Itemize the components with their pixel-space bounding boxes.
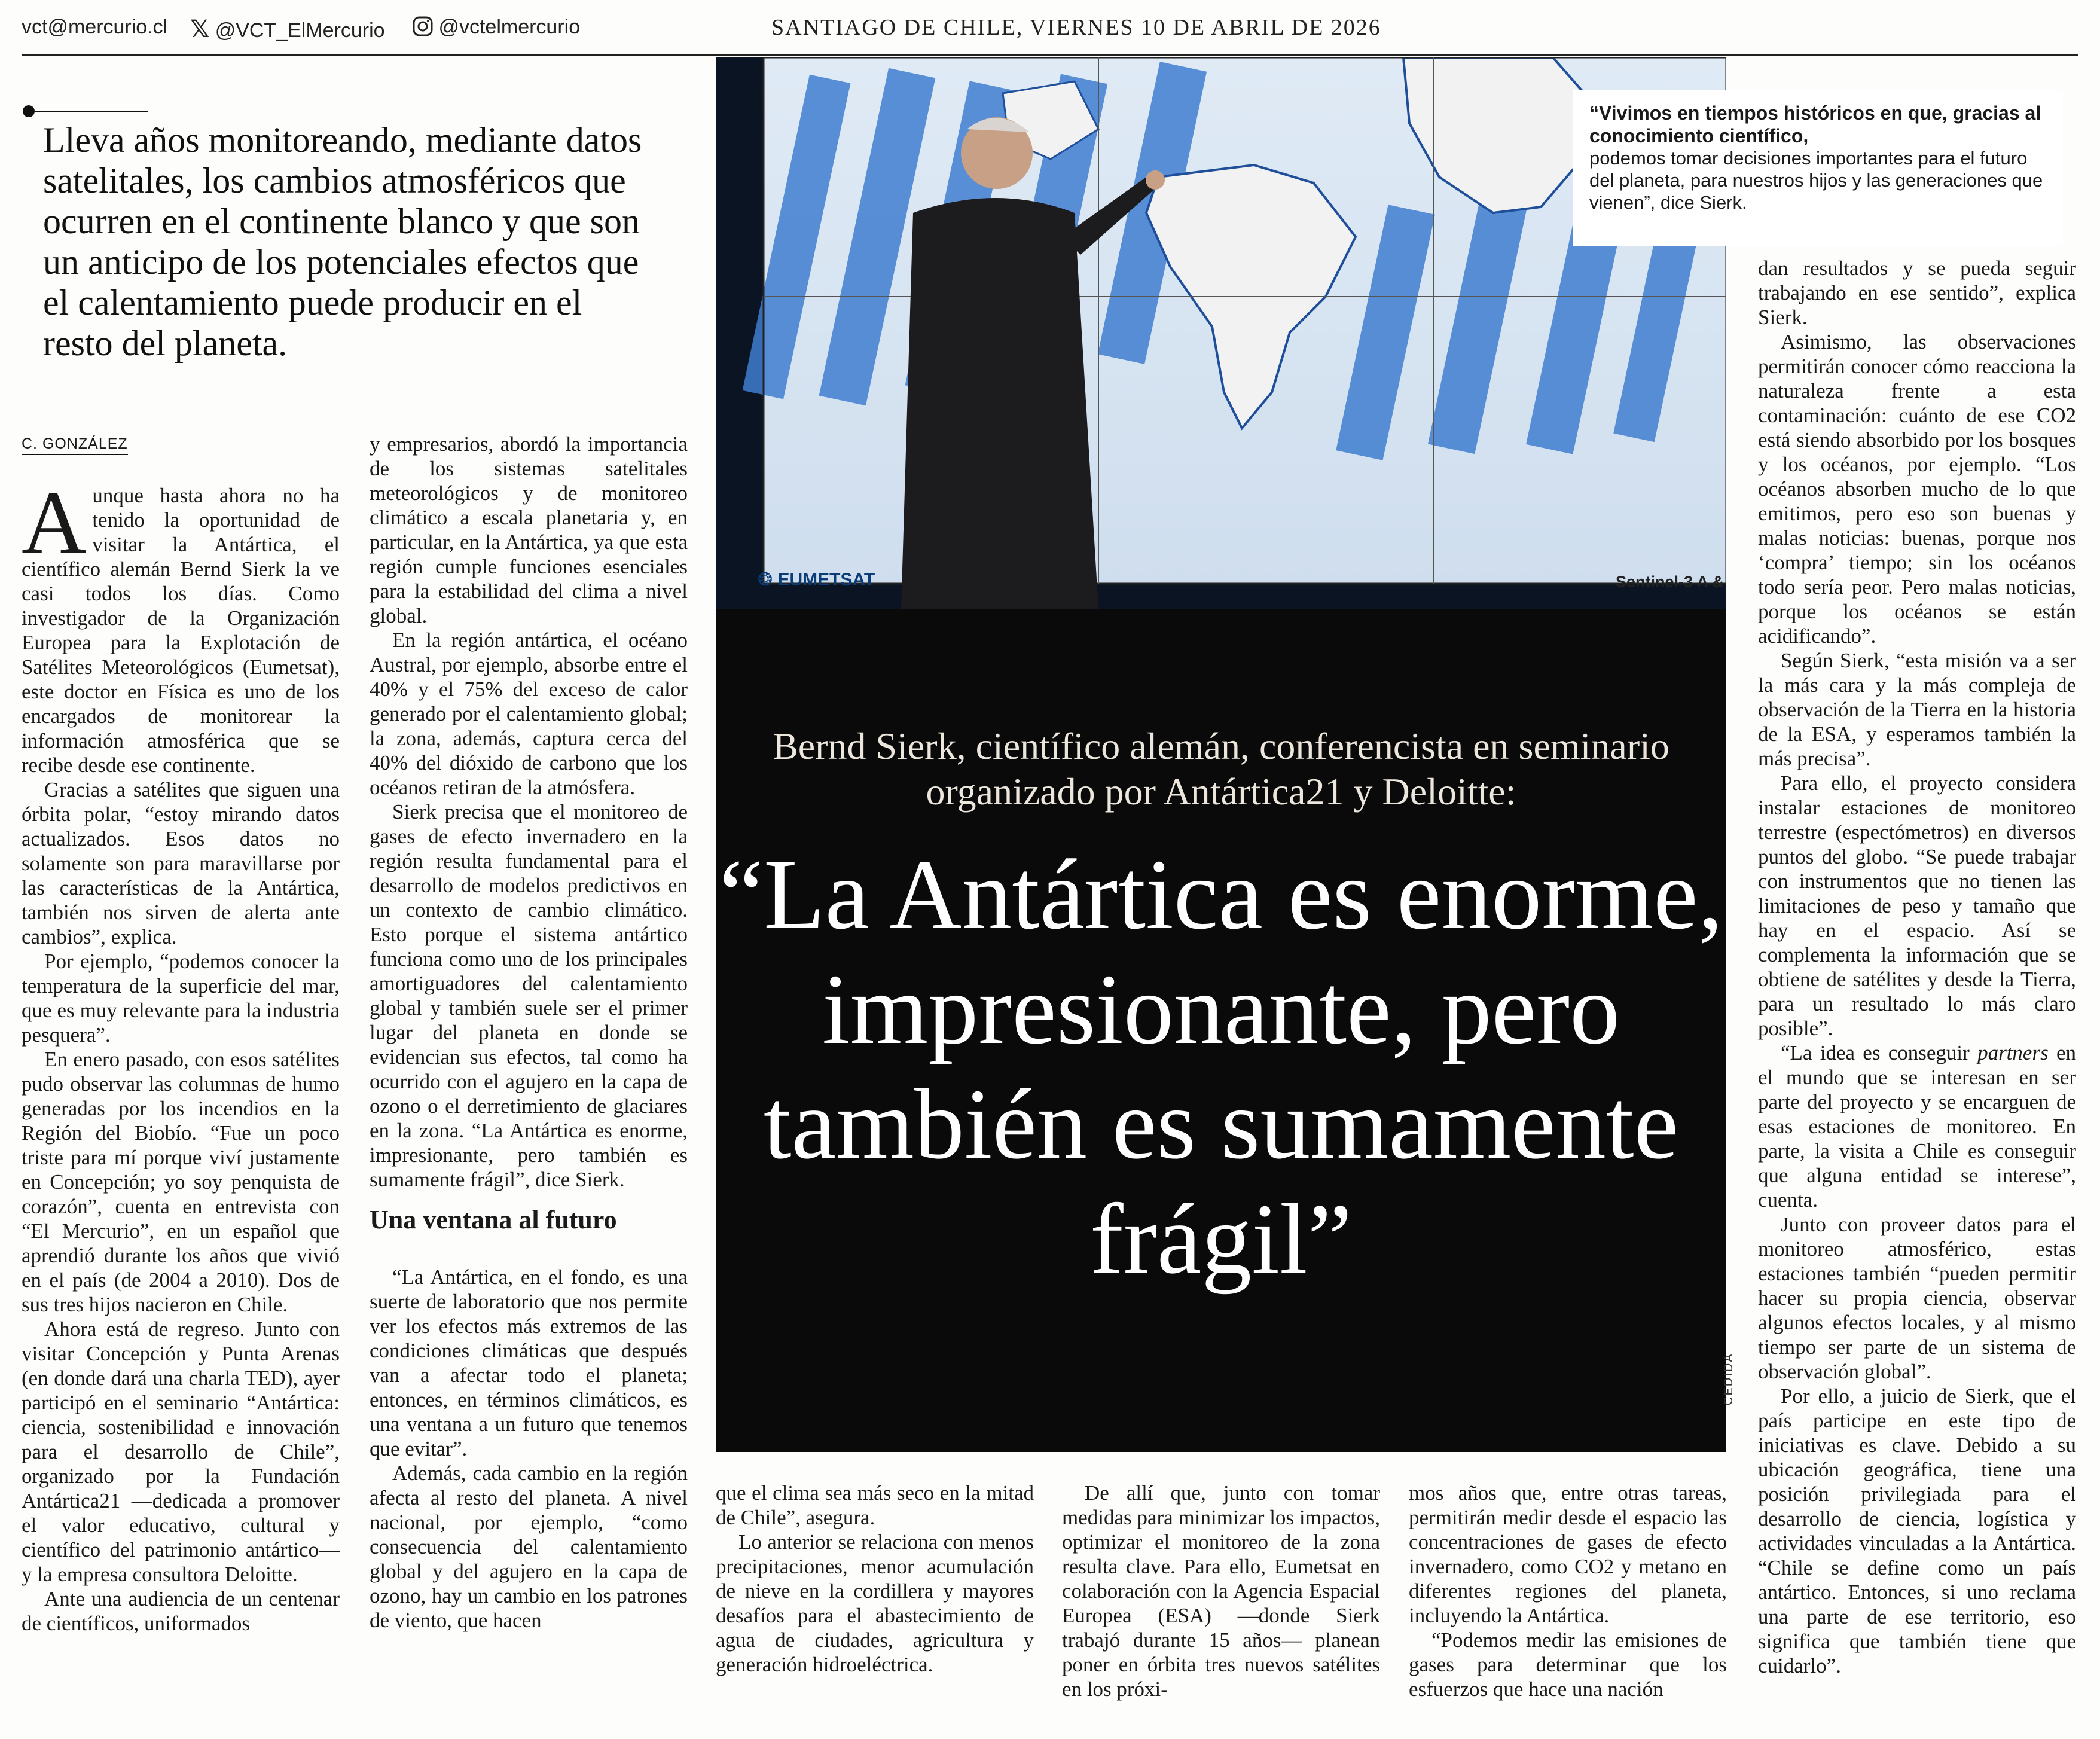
article-paragraph: Junto con proveer datos para el monitoreo atmosférico, estas estaciones también “pueden permitir hacer su propia ciencia, observar algunos efectos locales, y al mismo tiempo ser parte de un sistema de observación global”. [1758, 1213, 2076, 1383]
map-label: Sentinel-3 A & [1616, 573, 1724, 591]
article-column-3 [716, 1481, 1034, 1677]
article-column-4 [1062, 1481, 1380, 1701]
drop-cap: A [22, 473, 87, 572]
article-paragraph: Por ello, a juicio de Sierk, que el país participe en este tipo de iniciativas es clave. Debido a su ubicación geográfica, tiene una posición privilegiada para el desarrollo de ciencia, logística y actividades vinculadas a la Antártica. “Chile se define como un país antártico. Entonces, si uno reclama una parte de ese territorio, eso significa que también tiene que cuidarlo”. [1758, 1384, 2076, 1677]
article-paragraph: En la región antártica, el océano Austral, por ejemplo, absorbe entre el 40% y el 75% del exceso de calor generado por el calentamiento global; la zona, además, captura cerca del 40% del dióxido de carbono que los océanos retiran de la atmósfera. [370, 629, 688, 799]
article-paragraph: En enero pasado, con esos satélites pudo observar las columnas de humo generadas por los incendios en la Región del Biobío. “Fue un poco triste para mí porque viví justamente en Concepción; yo soy penquista de corazón”, cuenta en entrevista con “El Mercurio”, en un español que aprendió durante los años que vivió en el país (de 2004 a 2010). Dos de sus tres hijos nacieron en Chile. [22, 1048, 340, 1316]
article-column-2 [370, 432, 688, 1633]
x-handle-text: @VCT_ElMercurio [215, 19, 385, 42]
article-paragraph: Para ello, el proyecto considera instalar estaciones de monitoreo terrestre (espectómetros) en diversos puntos del globo. “Se puede trabajar con instrumentos que no tienen las limitaciones de peso y tamaño que hay en el espacio. Así se complementa la información que se obtiene de satélites y desde la Tierra, para un resultado lo más claro posible”. [1758, 771, 2076, 1040]
x-logo-icon: 𝕏 [190, 16, 210, 42]
article-paragraph: Ahora está de regreso. Junto con visitar Concepción y Punta Arenas (en donde dará una charla TED), ayer participó en el seminario “Antártica: ciencia, sostenibilidad e innovación para el desarrollo de Chile”, organizado por la Fundación Antártica21 —dedicada a promover el valor educativo, cultural y científico del patrimonio antártico— y la empresa consultora Deloitte. [22, 1317, 340, 1586]
article-paragraph: “Podemos medir las emisiones de gases para determinar que los esfuerzos que hace una nación [1409, 1628, 1727, 1701]
headline: “La Antártica es enorme, impresionante, pero también es sumamente frágil” [719, 839, 1723, 1295]
article-column-5 [1409, 1481, 1727, 1701]
article-paragraph: Aunque hasta ahora no ha tenido la oportunidad de visitar la Antártica, el científico alemán Bernd Sierk la ve casi todos los días. Como investigador de la Organización Europea para la Explotación de Satélites Meteorológicos (Eumetsat), este doctor en Física es uno de los encargados de monitorear la información atmosférica que se recibe desde ese continente. [22, 473, 340, 777]
header-rule [22, 54, 2078, 56]
article-paragraph: Ante una audiencia de un centenar de científicos, uniformados [22, 1587, 340, 1635]
photo-credit: CEDIDA [1722, 1353, 1735, 1405]
pull-quote-bold: “Vivimos en tiempos históricos en que, gracias al conocimiento científico, [1589, 102, 2041, 147]
article-paragraph: y empresarios, abordó la importancia de los sistemas satelitales meteorológicos y de monitoreo climático a escala planetaria y, en particular, en la Antártica, ya que esta región cumple funciones esenciales para la estabilidad del clima a nivel global. [370, 432, 688, 627]
article-paragraph: Gracias a satélites que siguen una órbita polar, “estoy mirando datos actualizados. Esos datos no solamente son para maravillarse por las características de la Antártica, también nos sirven de alerta ante cambios”, explica. [22, 778, 340, 948]
eumetsat-logo-icon: ❂ [758, 570, 773, 590]
lead-bullet [23, 105, 35, 117]
emphasis: partners [1977, 1041, 2049, 1064]
article-paragraph: Asimismo, las observaciones permitirán conocer cómo reacciona la naturaleza frente a esta contaminación: cuánto de ese CO2 está siendo absorbido por los bosques y los océanos, por ejemplo. “Los océanos absorben mucho de lo que emitimos, pero eso son buenas y malas noticias: buenas, porque nos ‘compra’ tiempo; sin los océanos todo sería peor. Pero malas noticias, porque los océanos se están acidificando”. [1758, 330, 2076, 648]
subheading: Una ventana al futuro [370, 1205, 617, 1234]
lead-rule [35, 111, 148, 112]
instagram-handle-link[interactable] [413, 16, 580, 39]
pull-quote [1573, 90, 2063, 246]
article-paragraph: De allí que, junto con tomar medidas para minimizar los impactos, optimizar el monitoreo de la zona resulta clave. Para ello, Eumetsat en colaboración con la Agencia Espacial Europea (ESA) —donde Sierk trabajó durante 15 años— planean poner en órbita tres nuevos satélites en los próxi- [1062, 1481, 1380, 1701]
article-paragraph: que el clima sea más seco en la mitad de Chile”, asegura. [716, 1481, 1034, 1529]
kicker: Bernd Sierk, científico alemán, conferencista en seminario organizado por Antártica21 y Deloitte: [773, 725, 1669, 813]
article-column-6 [1758, 256, 2076, 1678]
eumetsat-logo: ❂ EUMETSAT [758, 570, 875, 590]
article-column-1 [22, 473, 340, 1636]
article-paragraph: Además, cada cambio en la región afecta al resto del planeta. A nivel nacional, por ejemplo, “como consecuencia del calentamiento global y del agujero en la capa de ozono, hay un cambio en los patrones de viento, que hacen [370, 1462, 688, 1632]
page-date: SANTIAGO DE CHILE, VIERNES 10 DE ABRIL DE 2026 [771, 15, 1381, 40]
pull-quote-text: podemos tomar decisiones importantes para el futuro del planeta, para nuestros hijos y las generaciones que vienen”, dice Sierk. [1589, 148, 2043, 213]
article-paragraph: dan resultados y se pueda seguir trabajando en ese sentido”, explica Sierk. [1758, 257, 2076, 329]
article-paragraph: Por ejemplo, “podemos conocer la temperatura de la superficie del mar, que es muy relevante para la industria pesquera”. [22, 950, 340, 1047]
instagram-handle-text: @vctelmercurio [438, 16, 581, 38]
lead-paragraph: Lleva años monitoreando, mediante datos satelitales, los cambios atmosféricos que ocurren en el continente blanco y que son un anticipo de los potenciales efectos que el calentamiento puede producir en el resto del planeta. [43, 120, 642, 363]
article-paragraph: mos años que, entre otras tareas, permitirán medir desde el espacio las concentraciones de gases de efecto invernadero, como CO2 y metano en diferentes regiones del planeta, incluyendo la Antártica. [1409, 1481, 1727, 1627]
email-link[interactable]: vct@mercurio.cl [22, 16, 168, 38]
article-paragraph: “La Antártica, en el fondo, es una suerte de laboratorio que nos permite ver los efectos más extremos de las condiciones climáticas que después van a afectar todo el planeta; entonces, en términos climáticos, es una ventana a un futuro que tenemos que evitar”. [370, 1265, 688, 1460]
article-paragraph: Sierk precisa que el monitoreo de gases de efecto invernadero en la región resulta fundamental para el desarrollo de modelos predictivos en un contexto de cambio climático. Esto porque el sistema antártico funciona como uno de los principales amortiguadores del calentamiento global y también suele ser el primer lugar del planeta en donde se evidencian sus efectos, tal como ha ocurrido con el agujero en la capa de ozono o el derretimiento de glaciares en la zona. “La Antártica es enorme, impresionante, pero también es sumamente frágil”, dice Sierk. [370, 800, 688, 1191]
instagram-icon [413, 16, 433, 36]
byline: C. GONZÁLEZ [22, 435, 128, 455]
x-handle-link[interactable] [190, 16, 385, 43]
article-paragraph: Según Sierk, “esta misión va a ser la más cara y la más compleja de observación de la Tierra en la historia de la ESA, y esperamos también la más precisa”. [1758, 649, 2076, 770]
article-paragraph: Lo anterior se relaciona con menos precipitaciones, menor acumulación de nieve en la cordillera y mayores desafíos para el abastecimiento de agua de ciudades, agricultura y generación hidroeléctrica. [716, 1530, 1034, 1676]
article-paragraph: “La idea es conseguir partners en el mundo que se interesan en ser parte del proyecto y se encarguen de esas estaciones de monitoreo. En parte, la visita a Chile es conseguir que alguna entidad se interese”, cuenta. [1758, 1041, 2076, 1212]
